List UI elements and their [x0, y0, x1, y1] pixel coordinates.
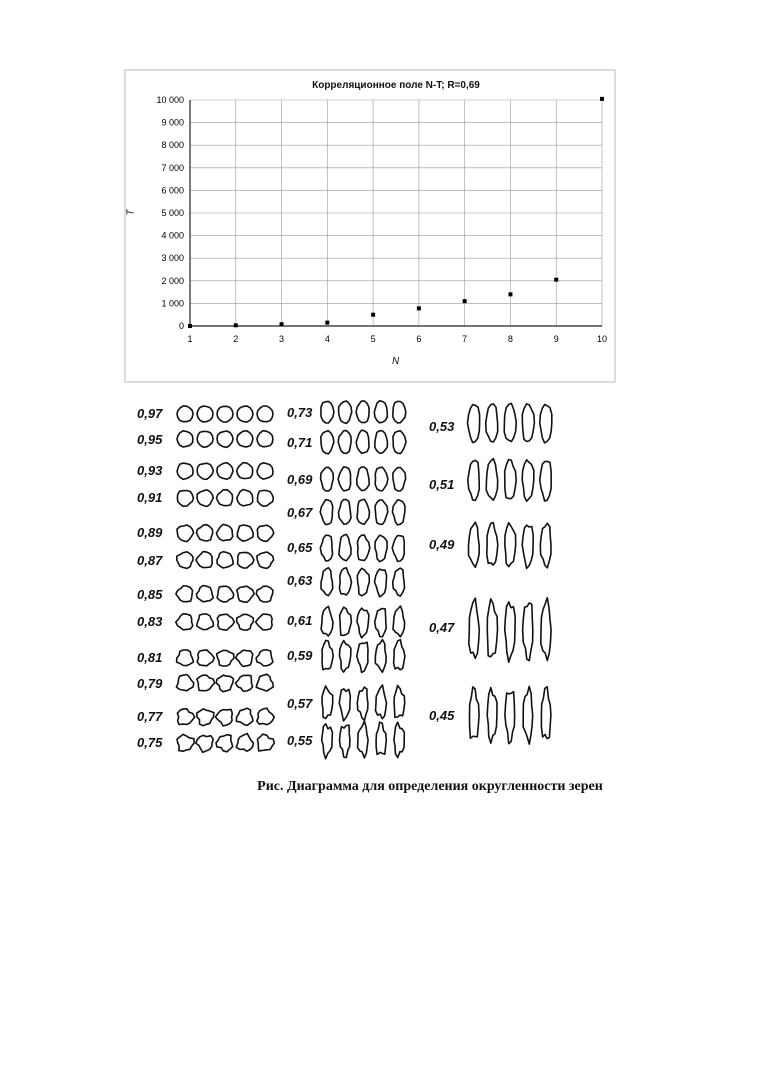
grain-outline: [176, 586, 193, 602]
grain-outline: [486, 459, 498, 501]
grain-outline: [177, 709, 194, 725]
roundness-label: 0,55: [287, 733, 313, 748]
roundness-label: 0,69: [287, 472, 313, 487]
grain-outline: [504, 403, 516, 441]
grain-outline: [322, 724, 333, 759]
grain-outline: [357, 499, 370, 524]
grain-outline: [197, 675, 215, 691]
grain-outline: [197, 650, 214, 666]
grain-outline: [487, 599, 497, 657]
grain-outline: [197, 525, 213, 541]
grain-outline: [322, 640, 333, 669]
grain-outline: [257, 463, 273, 479]
roundness-label: 0,81: [137, 650, 163, 665]
grain-outline: [522, 460, 534, 501]
y-tick-label: 5 000: [161, 208, 184, 218]
roundness-label: 0,47: [429, 620, 455, 635]
y-tick-label: 0: [178, 321, 184, 331]
grain-outline: [321, 568, 333, 596]
roundness-label: 0,87: [137, 553, 163, 568]
grain-outline: [393, 468, 406, 492]
y-tick-label: 3 000: [161, 253, 184, 264]
y-tick-label: 10 000: [156, 95, 184, 105]
grain-outline: [340, 607, 352, 635]
grain-outline: [523, 603, 533, 661]
grain-outline: [470, 687, 480, 738]
grain-outline: [321, 467, 334, 491]
chart-title: Корреляционное поле N-T; R=0,69: [312, 80, 480, 91]
grain-outline: [177, 463, 193, 479]
roundness-label: 0,75: [137, 735, 163, 750]
grain-outline: [374, 401, 387, 423]
grain-outline: [256, 650, 273, 666]
grain-outline: [540, 404, 552, 443]
grain-outline: [257, 525, 274, 541]
grain-outline: [237, 431, 253, 447]
grain-outline: [320, 500, 333, 525]
grain-outline: [236, 675, 253, 691]
grain-outline: [522, 404, 534, 442]
grain-outline: [237, 490, 253, 506]
x-tick-label: 3: [279, 334, 285, 344]
grain-outline: [257, 552, 274, 568]
grain-outline: [217, 406, 233, 422]
grain-outline: [340, 641, 351, 673]
grain-outline: [196, 552, 212, 568]
grain-outline: [394, 722, 404, 757]
roundness-label: 0,67: [287, 505, 313, 520]
roundness-label: 0,97: [137, 406, 163, 421]
grain-outline: [356, 430, 369, 453]
y-axis-label: T: [125, 209, 137, 216]
grain-outline: [257, 406, 273, 422]
grain-outline: [540, 461, 551, 501]
roundness-label: 0,49: [429, 537, 455, 552]
grain-outline: [486, 404, 498, 442]
roundness-label: 0,45: [429, 708, 455, 723]
grain-outline: [339, 401, 352, 423]
y-tick-label: 6 000: [161, 185, 184, 196]
grain-outline: [375, 431, 388, 454]
grain-outline: [340, 725, 350, 758]
grain-outline: [393, 431, 406, 454]
grain-outline: [177, 734, 194, 751]
grain-outline: [522, 525, 533, 568]
roundness-label: 0,93: [137, 463, 163, 478]
roundness-label: 0,91: [137, 490, 163, 505]
y-tick-label: 2 000: [161, 275, 184, 286]
grain-outline: [217, 431, 233, 447]
roundness-label: 0,61: [287, 613, 313, 628]
grain-outline: [217, 490, 233, 506]
grain-outline: [237, 614, 254, 630]
grain-outline: [217, 552, 233, 568]
grain-outline: [376, 722, 386, 754]
roundness-label: 0,53: [429, 419, 455, 434]
grain-outline: [469, 598, 480, 658]
grain-outline: [216, 735, 233, 752]
y-tick-label: 8 000: [161, 140, 184, 151]
grain-outline: [392, 500, 405, 525]
grain-outline: [357, 642, 368, 672]
grain-outline: [256, 674, 273, 691]
grain-outline: [217, 614, 234, 630]
grain-outline: [177, 491, 193, 507]
grain-outline: [339, 568, 351, 595]
x-tick-label: 4: [324, 334, 330, 344]
grain-outline: [523, 687, 533, 745]
grain-outline: [505, 602, 516, 662]
grain-outline: [237, 463, 253, 479]
grain-outline: [375, 467, 388, 491]
grain-outline: [357, 535, 369, 560]
x-tick-label: 8: [507, 334, 513, 344]
grain-outline: [216, 524, 232, 540]
roundness-label: 0,71: [287, 435, 313, 450]
grain-outline: [320, 535, 332, 561]
grain-outline: [376, 685, 387, 719]
grain-outline: [505, 692, 515, 744]
grain-outline: [540, 523, 551, 568]
grain-outline: [197, 463, 213, 479]
grain-outline: [468, 460, 480, 500]
y-tick-label: 1 000: [161, 298, 184, 309]
grain-outline: [339, 534, 351, 560]
figure-caption: Рис. Диаграмма для определения округленности зерен: [257, 779, 603, 794]
roundness-label: 0,85: [137, 587, 163, 602]
grain-outline: [197, 709, 214, 726]
grain-outline: [236, 650, 253, 666]
grain-outline: [217, 463, 233, 480]
grain-outline: [357, 568, 369, 596]
grain-outline: [375, 500, 388, 524]
grain-outline: [375, 569, 387, 597]
grain-outline: [375, 609, 387, 637]
grain-outline: [177, 525, 194, 542]
roundness-label: 0,77: [137, 709, 163, 724]
grain-outline: [339, 689, 350, 721]
grain-outline: [197, 406, 213, 422]
grain-outline: [176, 614, 193, 630]
grain-outline: [236, 734, 253, 752]
grain-outline: [215, 709, 232, 726]
roundness-label: 0,65: [287, 540, 313, 555]
grain-outline: [393, 568, 405, 596]
roundness-label: 0,83: [137, 614, 163, 629]
grain-outline: [177, 431, 193, 447]
grain-outline: [541, 598, 551, 661]
grain-outline: [197, 490, 213, 507]
grain-outline: [177, 406, 193, 422]
grain-outline: [256, 586, 273, 602]
grain-outline: [176, 675, 193, 691]
x-tick-label: 7: [462, 334, 468, 344]
grain-outline: [238, 552, 254, 568]
x-tick-label: 2: [233, 334, 239, 344]
grain-outline: [257, 734, 274, 751]
grain-outline: [258, 490, 274, 506]
grain-outline: [217, 586, 234, 602]
grain-outline: [197, 614, 214, 630]
roundness-label: 0,79: [137, 676, 163, 691]
x-tick-label: 9: [553, 334, 559, 344]
grain-outline: [487, 523, 498, 565]
grain-outline: [237, 406, 253, 422]
y-tick-label: 4 000: [161, 230, 184, 241]
grain-outline: [357, 687, 368, 720]
grain-outline: [394, 640, 405, 670]
grain-outline: [236, 708, 253, 725]
roundness-label: 0,95: [137, 432, 163, 447]
grain-outline: [237, 586, 254, 602]
y-tick-label: 7 000: [161, 162, 184, 173]
grain-outline: [256, 614, 273, 630]
grain-outline: [541, 687, 551, 739]
roundness-label: 0,73: [287, 405, 313, 420]
grain-outline: [338, 431, 351, 454]
grain-outline: [469, 522, 480, 567]
roundness-label: 0,51: [429, 477, 455, 492]
grain-outline: [505, 460, 517, 499]
grain-outline: [338, 467, 351, 491]
roundness-label: 0,63: [287, 573, 313, 588]
grain-outline: [393, 401, 406, 423]
grain-outline: [393, 606, 405, 637]
grain-outline: [358, 721, 369, 758]
grain-outline: [197, 431, 213, 447]
x-tick-label: 5: [370, 334, 376, 344]
grain-outline: [375, 535, 387, 561]
grain-outline: [339, 500, 352, 525]
roundness-label: 0,89: [137, 525, 163, 540]
grain-outline: [217, 650, 234, 666]
grain-outline: [237, 525, 253, 541]
grain-outline: [321, 401, 334, 423]
y-tick-label: 9 000: [161, 117, 184, 128]
x-tick-label: 6: [416, 334, 422, 344]
grain-outline: [357, 467, 369, 491]
roundness-label: 0,59: [287, 648, 313, 663]
grain-outline: [357, 608, 369, 638]
grain-outline: [257, 708, 274, 725]
grain-outline: [257, 431, 273, 447]
x-tick-label: 10: [596, 334, 608, 344]
grain-outline: [487, 688, 497, 744]
grain-outline: [392, 536, 404, 562]
grain-outline: [322, 686, 333, 719]
x-tick-label: 1: [187, 334, 193, 344]
grain-outline: [321, 431, 334, 454]
grain-outline: [394, 686, 405, 718]
grain-outline: [196, 735, 214, 752]
x-axis-label: N: [392, 356, 400, 367]
grain-outline: [505, 523, 516, 567]
grain-outline: [177, 552, 193, 569]
grain-outline: [177, 650, 194, 666]
grain-outline: [356, 401, 369, 423]
grain-outline: [321, 606, 333, 636]
grain-outline: [468, 405, 480, 443]
grain-outline: [375, 640, 386, 673]
grain-outline: [216, 675, 233, 692]
grain-outline: [196, 586, 213, 602]
roundness-label: 0,57: [287, 696, 313, 711]
